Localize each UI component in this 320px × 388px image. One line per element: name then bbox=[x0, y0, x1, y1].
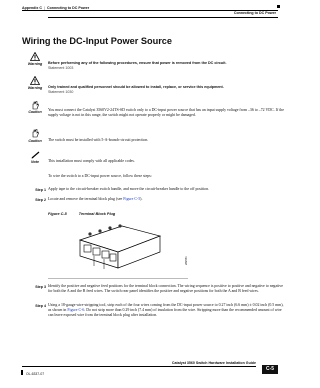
notice-text: Before performing any of the following procedures, ensure that power is removed from the DC circuit. bbox=[48, 61, 227, 65]
doc-number: OL-6337-07 bbox=[26, 372, 45, 376]
notice-text: This installation must comply with all applicable codes. bbox=[48, 159, 135, 163]
header-marker bbox=[277, 5, 280, 8]
footer-rule bbox=[22, 366, 256, 367]
step-label: Step 1 bbox=[35, 188, 46, 192]
notice-statement: Statement 1003 bbox=[48, 66, 74, 70]
hand-caution-icon bbox=[30, 100, 40, 110]
running-header-section: Connecting to DC Power bbox=[233, 11, 276, 15]
hand-caution-icon bbox=[30, 128, 40, 138]
step-text: Locate and remove the terminal block plug (see Figure C-5). bbox=[48, 197, 143, 201]
appendix-label: Appendix C bbox=[22, 6, 42, 10]
figure-link[interactable]: Figure C-5 bbox=[123, 197, 141, 201]
notice-text: The switch must be installed with 5-A-branch-circuit protection. bbox=[48, 138, 149, 142]
warning-triangle-icon bbox=[30, 76, 40, 85]
warning-triangle-icon bbox=[30, 52, 40, 61]
note-pencil-icon bbox=[31, 151, 40, 159]
footer-marker bbox=[21, 370, 23, 375]
step-text: Apply tape to the circuit-breaker switch handle, and move the circuit-breaker handle to the off position. bbox=[48, 187, 210, 191]
chapter-label: Connecting to DC Power bbox=[46, 6, 90, 10]
figure-rule bbox=[48, 278, 188, 279]
notice-label: Warning bbox=[27, 86, 43, 90]
step-label: Step 4 bbox=[35, 304, 46, 308]
notice-statement: Statement 1030 bbox=[48, 90, 74, 94]
page-number: C-5 bbox=[262, 365, 278, 374]
figure-id: 282551 bbox=[185, 256, 188, 265]
step-label: Step 3 bbox=[35, 285, 46, 289]
page-title: Wiring the DC-Input Power Source bbox=[22, 36, 172, 46]
figure-link[interactable]: Figure C-6 bbox=[67, 308, 85, 313]
step-text: Identify the positive and negative feed positions for the terminal block connection. The wiring sequence is positive to positive and negative to negative for both the A and the B feed wires. The switch rear panel identifies the positive and negative positions for both the A and B feed wires. bbox=[48, 284, 283, 294]
section-rule bbox=[48, 17, 278, 18]
figure-caption: Figure C-5 Terminal Block Plug bbox=[48, 212, 116, 216]
notice-label: Note bbox=[31, 160, 39, 164]
notice-label: Warning bbox=[27, 62, 43, 66]
guide-title: Catalyst 3560 Switch Hardware Installation Guide bbox=[171, 361, 256, 365]
step-label: Step 2 bbox=[35, 198, 46, 202]
procedure-intro: To wire the switch to a DC-input power source, follow these steps: bbox=[48, 174, 152, 178]
step-text: Using a 18-gauge wire-stripping tool, strip each of the four wires coming from the DC-input power source to 0.27 inch (6.6 mm) ± 0.02 inch (0.5 mm), as shown in Figure C-6. Do not strip more than 0.29 inch (7.4 mm) of insulation from the wire. Stripping more than the recommended amount of wire can leave exposed wire from the terminal block plug after installation. bbox=[48, 303, 284, 318]
notice-text: You must connect the Catalyst 3560V2-24TS-SD switch only to a DC-input power source that has an input supply voltage from –36 to –72 VDC. If the supply voltage is not in this range, the switch might not operate properly or might be damaged. bbox=[48, 108, 284, 118]
terminal-block-plug-illustration bbox=[74, 222, 164, 274]
running-header-left: Appendix C | Connecting to DC Power bbox=[22, 6, 90, 10]
notice-text: Only trained and qualified personnel should be allowed to install, replace, or service this equipment. bbox=[48, 85, 224, 89]
notice-label: Caution bbox=[28, 110, 42, 114]
notice-label: Caution bbox=[28, 139, 42, 143]
